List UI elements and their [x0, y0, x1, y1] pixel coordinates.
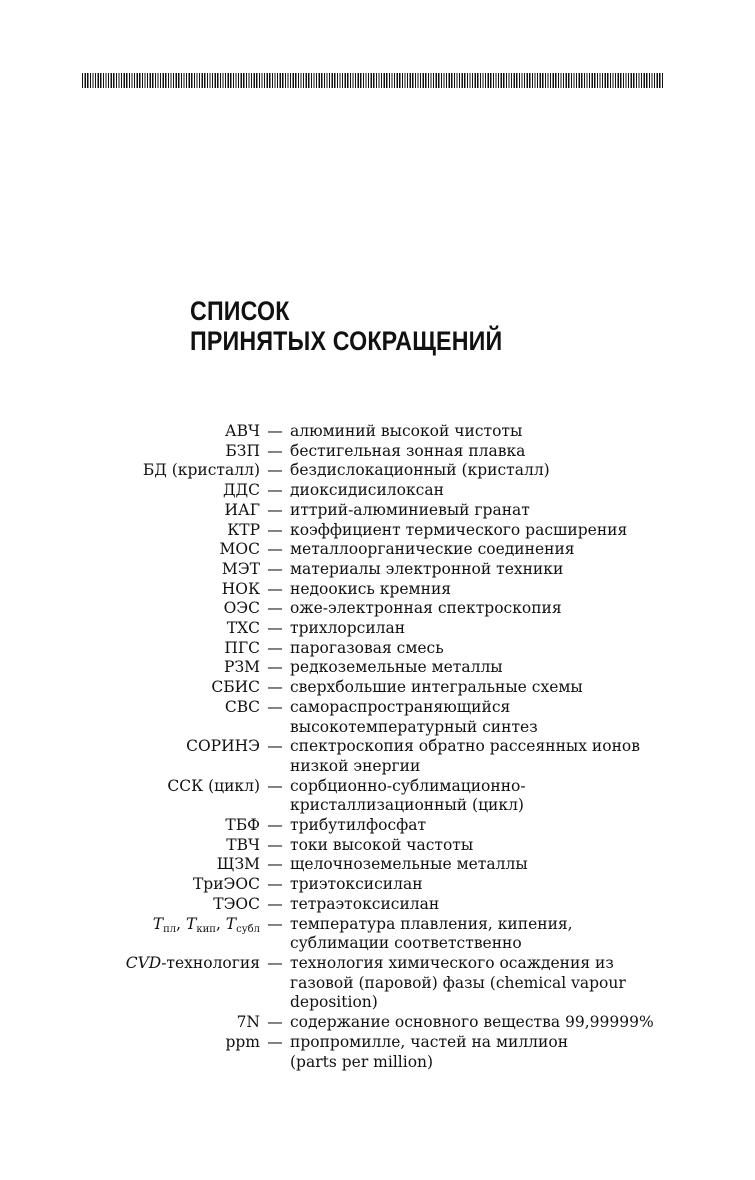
dash: — — [267, 540, 283, 559]
dash: — — [267, 678, 283, 697]
dash: — — [267, 500, 283, 519]
abbreviation: ССК (цикл) — [167, 776, 260, 795]
abbreviation: СВС — [224, 697, 260, 716]
definition: пропромилле, частей на миллион (parts per million) — [290, 1032, 569, 1071]
list-item — [70, 599, 690, 619]
dash: — — [267, 619, 283, 638]
list-item — [70, 461, 690, 481]
list-item — [70, 777, 690, 816]
dash: — — [267, 875, 283, 894]
abbreviation: НОК — [221, 579, 260, 598]
dash: — — [267, 441, 283, 460]
dash: — — [267, 579, 283, 598]
abbreviation: ТЭОС — [213, 894, 260, 913]
dash: — — [267, 422, 283, 440]
abbreviation: ИАГ — [224, 500, 260, 519]
dash: — — [267, 1032, 283, 1051]
list-item — [70, 836, 690, 856]
dash: — — [267, 894, 283, 913]
dash: — — [267, 914, 283, 933]
list-item — [70, 619, 690, 639]
definition: коэффициент термического расширения — [290, 520, 628, 539]
definition: тетраэтоксисилан — [290, 894, 440, 913]
abbreviation: ppm — [225, 1032, 260, 1051]
list-item — [70, 816, 690, 836]
header-ornament-rule — [82, 73, 663, 88]
definition: недоокись кремния — [290, 579, 452, 598]
abbreviation: ТВЧ — [226, 835, 260, 854]
abbreviation: МОС — [219, 540, 260, 559]
definition: сорбционно-сублимационно- кристаллизационный (цикл) — [290, 776, 526, 815]
definition: трихлорсилан — [290, 619, 406, 638]
list-item — [70, 698, 690, 737]
abbreviation: БД (кристалл) — [142, 461, 260, 480]
abbreviation: СОРИНЭ — [186, 737, 260, 756]
dash: — — [267, 599, 283, 618]
abbreviation: ТБФ — [225, 816, 260, 835]
dash: — — [267, 816, 283, 835]
list-item — [70, 580, 690, 600]
abbreviation: РЗМ — [224, 658, 260, 677]
definition: щелочноземельные металлы — [290, 855, 528, 874]
abbreviation: ДДС — [222, 481, 260, 500]
dash: — — [267, 1013, 283, 1032]
abbreviation: МЭТ — [221, 559, 260, 578]
abbreviation: 7N — [236, 1013, 260, 1032]
definition: трибутилфосфат — [290, 816, 427, 835]
list-item — [70, 658, 690, 678]
abbreviation: БЗП — [225, 441, 260, 460]
definition: диоксидисилоксан — [290, 481, 444, 500]
list-item — [70, 501, 690, 521]
abbreviation: ТХС — [226, 619, 260, 638]
definition: парогазовая смесь — [290, 638, 444, 657]
definition: бестигельная зонная плавка — [290, 441, 526, 460]
list-item — [70, 1033, 690, 1072]
list-item — [70, 737, 690, 776]
abbreviation: СБИС — [211, 678, 260, 697]
dash: — — [267, 520, 283, 539]
abbreviation: КТР — [227, 520, 260, 539]
dash: — — [267, 697, 283, 716]
page-title — [190, 296, 502, 356]
definition: металлоорганические соединения — [290, 540, 575, 559]
abbreviation: CVD-технология — [125, 953, 260, 972]
definition: иттрий-алюминиевый гранат — [290, 500, 530, 519]
list-item — [70, 639, 690, 659]
definition: самораспространяющийся высокотемпературный синтез — [290, 697, 538, 736]
title-line-2: ПРИНЯТЫХ СОКРАЩЕНИЙ — [190, 326, 503, 356]
definition: редкоземельные металлы — [290, 658, 503, 677]
definition: алюминий высокой чистоты — [290, 422, 523, 440]
list-item — [70, 442, 690, 462]
title-line-1: СПИСОК — [190, 296, 290, 326]
definition: температура плавления, кипения, сублимации соответственно — [290, 914, 573, 953]
list-item — [70, 540, 690, 560]
definition: оже-электронная спектроскопия — [290, 599, 562, 618]
definition: содержание основного вещества 99,99999% — [290, 1013, 654, 1032]
list-item — [70, 954, 690, 1013]
definition: технология химического осаждения из газовой (паровой) фазы (chemical vapour deposition) — [290, 953, 626, 1012]
definition: токи высокой частоты — [290, 835, 474, 854]
list-item — [70, 560, 690, 580]
abbreviation: $T_{пл}$, $T_{кип}$, $T_{субл}$ — [152, 914, 260, 935]
dash: — — [267, 953, 283, 972]
list-item — [70, 1013, 690, 1033]
abbreviation: ОЭС — [223, 599, 260, 618]
list-item — [70, 422, 690, 442]
dash: — — [267, 855, 283, 874]
list-item — [70, 481, 690, 501]
dash: — — [267, 461, 283, 480]
definition: бездислокационный (кристалл) — [290, 461, 550, 480]
dash: — — [267, 835, 283, 854]
list-item — [70, 855, 690, 875]
list-item — [70, 895, 690, 915]
dash: — — [267, 481, 283, 500]
abbreviation: АВЧ — [224, 422, 260, 440]
abbreviation: ЩЗМ — [216, 855, 260, 874]
definition: триэтоксисилан — [290, 875, 423, 894]
dash: — — [267, 776, 283, 795]
list-item — [70, 915, 690, 954]
list-item — [70, 521, 690, 541]
definition: материалы электронной техники — [290, 559, 564, 578]
list-item — [70, 678, 690, 698]
definition: спектроскопия обратно рассеянных ионов низкой энергии — [290, 737, 640, 775]
abbreviation: ПГС — [224, 638, 260, 657]
dash: — — [267, 559, 283, 578]
dash: — — [267, 658, 283, 677]
abbreviations-list — [70, 422, 690, 1072]
definition: сверхбольшие интегральные схемы — [290, 678, 583, 697]
dash: — — [267, 638, 283, 657]
dash: — — [267, 737, 283, 756]
abbreviation: ТриЭОС — [192, 875, 260, 894]
list-item — [70, 875, 690, 895]
